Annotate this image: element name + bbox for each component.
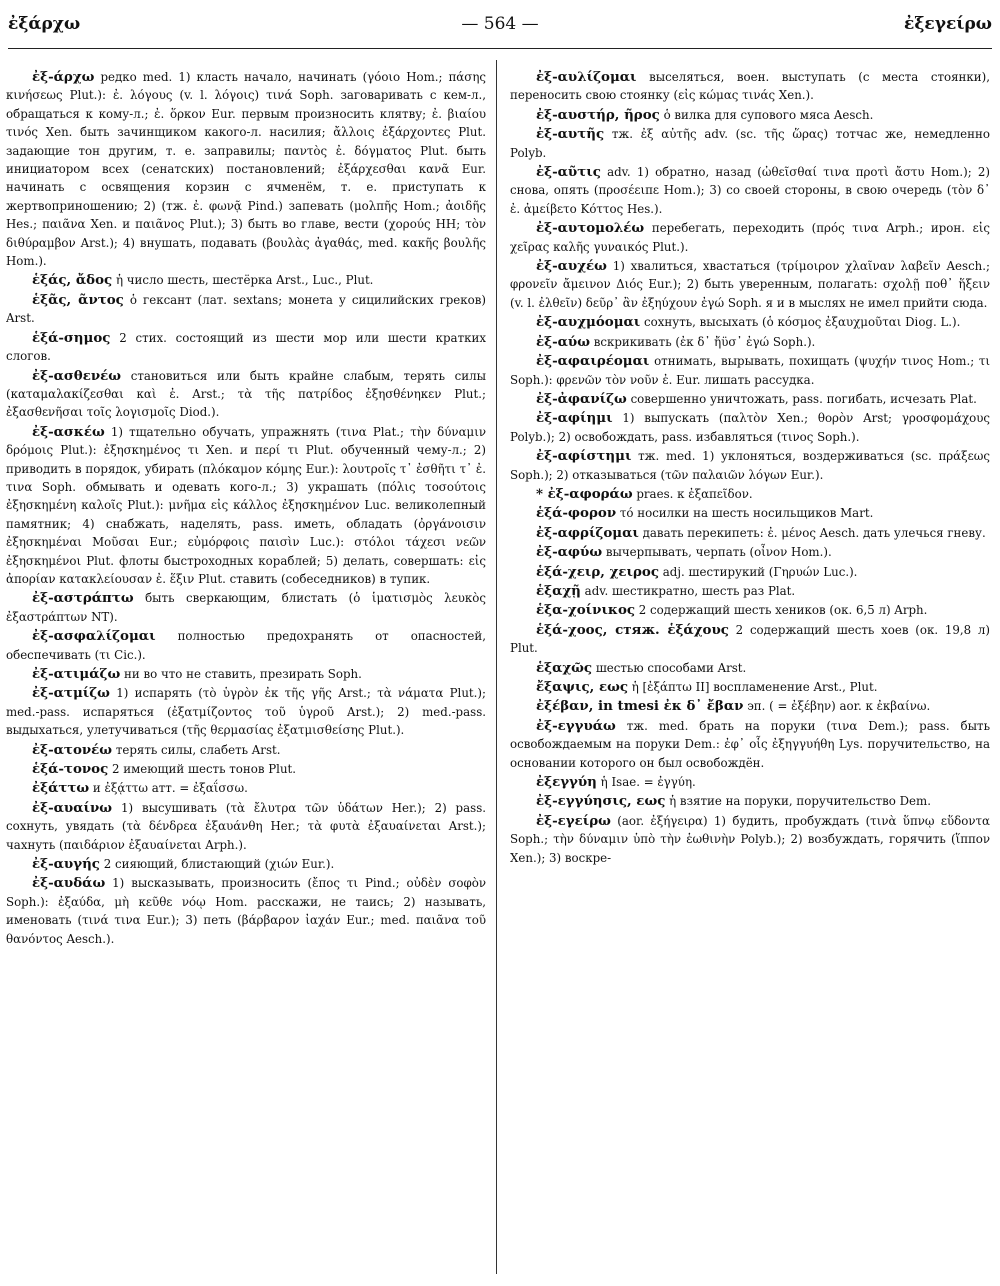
column-separator bbox=[496, 60, 497, 1274]
entry-definition: и ἐξᾴττω атт. = ἐξαΐσσω. bbox=[92, 781, 248, 796]
dictionary-entry bbox=[510, 219, 990, 256]
entry-headword: ἐξ-αφίημι bbox=[536, 410, 613, 427]
entry-headword: ἐξ-εγγυάω bbox=[536, 717, 616, 734]
entry-definition: ὁ вилка для супового мяса Aesch. bbox=[663, 107, 874, 122]
entry-headword: ἐξ-αφίστημι bbox=[536, 448, 632, 465]
dictionary-entry bbox=[6, 874, 486, 948]
entry-definition: совершенно уничтожать, pass. погибать, исчезать Plat. bbox=[630, 391, 977, 406]
dictionary-entry bbox=[510, 717, 990, 772]
entry-definition: редко med. 1) класть начало, начинать (γόοιο Hom.; πάσης κινήσεως Plut.): ἐ. λόγους (v. l. λόγοις) τινά Soph. заговаривать с кем-л., обращаться к кому-л.; ἐ. ὅρκον Eur. первым произносить клятву; ἐ. βιαίου τινός Xen. быть зачинщиком какого-л. насилия; ἄλλοις ἐξάρχοντες Plut. задающие тон другим, т. е. заправилы; παντὸς ἐ. δόγματος Plut. быть инициатором всех (сенатских) постановлений; ἐξάρχεσθαι κανᾶ Eur. начинать с освящения корзин с ячменём, т. е. приступать к жертвоприношению; 2) (тж. ἐ. φωνᾷ Pind.) запевать (μολπῆς Hom.; ἀοιδῆς Hes.; παιᾶνα Xen. и παιᾶνος Plut.); 3) быть во главе, вести (χορούς HH; τὸν διθύραμβον Arst.); 4) внушать, подавать (βουλὰς ἀγαθάς, med. κακῆς βουλῆς Hom.). bbox=[6, 70, 486, 269]
entry-headword: ἐξ-αστράπτω bbox=[32, 590, 134, 607]
dictionary-entry bbox=[6, 627, 486, 664]
entry-headword: ἐξ-ασκέω bbox=[32, 423, 105, 440]
entry-headword: ἐξ-εγείρω bbox=[536, 812, 611, 829]
entry-headword: ἑξά-τονος bbox=[32, 761, 109, 778]
entry-definition: adv. 1) обратно, назад (ὠθεῖσθαί τινα προτὶ ἄστυ Hom.); 2) снова, опять (προσέειπε Hom.); 3) со своей стороны, в свою очередь (τὸν δ᾽ ἐ. ἀμείβετο Κόττος Hes.). bbox=[510, 165, 990, 216]
entry-headword: ἐξ-αυγής bbox=[32, 856, 100, 873]
dictionary-entry bbox=[6, 329, 486, 366]
entry-headword: ἑξά-χοος, стяж. ἑξάχους bbox=[536, 621, 729, 638]
entry-definition: 1) высказывать, произносить (ἔπος τι Pind.; οὐδὲν σοφὸν Soph.): ἐξαύδα, μὴ κεῦθε νόῳ Hom. расскажи, не таись; 2) называть, именовать (τινά τινα Eur.); 3) петь (βάρβαρον ἰαχάν Eur.; med. παιᾶνα τοῦ θανόντος Aesch.). bbox=[6, 876, 486, 946]
entry-headword: ἑξαχῶς bbox=[536, 659, 593, 676]
dictionary-entry bbox=[510, 125, 990, 162]
entry-headword: ἐξ-αφρίζομαι bbox=[536, 524, 639, 541]
entry-definition: 2 имеющий шесть тонов Plut. bbox=[112, 762, 297, 777]
entry-headword: ἐξ-αυτομολέω bbox=[536, 220, 645, 237]
dictionary-entry bbox=[6, 760, 486, 778]
dictionary-entry bbox=[510, 485, 990, 503]
entry-definition: adv. шестикратно, шесть раз Plat. bbox=[584, 583, 796, 598]
dictionary-entry bbox=[510, 106, 990, 124]
entry-definition: быть сверкающим, блистать (ὁ ἱματισμὸς λευκὸς ἐξαστράπτων NT). bbox=[6, 591, 486, 624]
entry-definition: вычерпывать, черпать (οἶνον Hom.). bbox=[605, 545, 832, 560]
entry-headword: ἐξ-ατονέω bbox=[32, 741, 113, 758]
entry-headword: ἐξ-αυαίνω bbox=[32, 799, 113, 816]
entry-definition: ὁ гексант (лат. sextans; монета у сицилийских греков) Arst. bbox=[6, 292, 486, 326]
entry-headword: ἐξ-εγγύησις, εως bbox=[536, 793, 666, 810]
dictionary-entry bbox=[510, 163, 990, 218]
dictionary-entry bbox=[510, 697, 990, 715]
dictionary-entry bbox=[6, 271, 486, 289]
entry-headword: ἐξ-αυστήρ, ῆρος bbox=[536, 106, 660, 123]
entry-definition: 2 сияющий, блистающий (χιών Eur.). bbox=[103, 857, 335, 872]
dictionary-entry bbox=[510, 352, 990, 389]
dictionary-entry bbox=[510, 601, 990, 619]
dictionary-entry bbox=[510, 409, 990, 446]
entry-headword: ἐξ-αυλίζομαι bbox=[536, 69, 637, 85]
entry-definition: выселяться, воен. выступать (с места стоянки), переносить свою стоянку (εἰς κώμας τινάς Xen.). bbox=[510, 70, 990, 103]
entry-definition: перебегать, переходить (πρός τινα Arph.; ирон. εἰς χεῖρας καλῆς γυναικός Plut.). bbox=[510, 221, 990, 254]
entry-definition: 2 содержащий шесть хеников (ок. 6,5 л) Arph. bbox=[638, 603, 928, 618]
entry-headword: ἐξ-αφύω bbox=[536, 544, 603, 561]
dictionary-entry bbox=[510, 524, 990, 542]
dictionary-entry bbox=[510, 313, 990, 331]
dictionary-entry bbox=[510, 447, 990, 484]
running-head-left: ἐξάρχω bbox=[8, 14, 81, 34]
entry-definition: ἡ взятие на поруки, поручительство Dem. bbox=[669, 794, 931, 809]
dictionary-entry bbox=[510, 773, 990, 791]
entry-headword: ἐξ-αυδάω bbox=[32, 875, 106, 892]
entry-headword: ἑξά-σημος bbox=[32, 329, 111, 346]
entry-definition: вскрикивать (ἐκ δ᾽ ἤϋσ᾽ ἐγώ Soph.). bbox=[593, 334, 816, 349]
dictionary-entry bbox=[6, 367, 486, 422]
entry-headword: ἑξά-χειρ, χειρος bbox=[536, 563, 660, 580]
entry-headword: ἐξ-αυχέω bbox=[536, 258, 607, 275]
header-rule bbox=[8, 48, 992, 49]
entry-headword: ἑξά-φορον bbox=[536, 505, 617, 522]
dictionary-entry bbox=[510, 582, 990, 600]
entry-definition: 1) высушивать (τὰ ἔλυτρα τῶν ὑδάτων Her.); 2) pass. сохнуть, увядать (τὰ δένδρεα ἐξαυάνθη Her.; τὰ φυτὰ ἐξαυαίνεται Arst.); чахнуть (παιδάριον ἐξαυαίνεται Arph.). bbox=[6, 800, 486, 852]
entry-headword: ἐξ-αυχμόομαι bbox=[536, 314, 641, 331]
left-column bbox=[6, 68, 486, 1278]
entry-headword: ἐξ-ασφαλίζομαι bbox=[32, 628, 156, 645]
dictionary-entry bbox=[510, 68, 990, 105]
dictionary-entry bbox=[6, 665, 486, 683]
entry-headword: ἐξέβαν, in tmesi ἐκ δ᾽ ἔβαν bbox=[536, 698, 744, 715]
dictionary-entry bbox=[510, 257, 990, 312]
entry-headword: ἐξ-ασθενέω bbox=[32, 367, 122, 384]
dictionary-entry bbox=[6, 855, 486, 873]
entry-definition: (aor. ἐξήγειρα) 1) будить, пробуждать (τινὰ ὕπνῳ εὕδοντα Soph.; τὴν δύναμιν ὑπὸ τὴν ἑωθινὴν Polyb.); 2) возбуждать, горячить (ἵππον Xen.); 3) воскре- bbox=[510, 813, 990, 865]
running-head-right: ἐξεγείρω bbox=[903, 14, 992, 34]
dictionary-entry bbox=[510, 563, 990, 581]
dictionary-entry bbox=[510, 504, 990, 522]
entry-definition: тж. ἐξ αὐτῆς adv. (sc. τῆς ὥρας) тотчас же, немедленно Polyb. bbox=[510, 127, 990, 160]
entry-definition: сохнуть, высыхать (ὁ κόσμος ἐξαυχμοῦται Diog. L.). bbox=[644, 315, 961, 330]
entry-definition: давать перекипеть: ἐ. μένος Aesch. дать улечься гневу. bbox=[642, 525, 986, 540]
entry-headword: ἐξ-αῦτις bbox=[536, 164, 601, 181]
entry-definition: ἡ Isae. = ἐγγύη. bbox=[600, 775, 696, 790]
entry-definition: отнимать, вырывать, похищать (ψυχήν τινος Hom.; τι Soph.): φρενῶν τὸν νοῦν ἐ. Eur. лишать рассудка. bbox=[510, 354, 990, 387]
entry-headword: ἐξ-άρχω bbox=[32, 69, 95, 85]
dictionary-entry bbox=[510, 678, 990, 696]
entry-definition: становиться или быть крайне слабым, терять силы (καταμαλακίζεσθαι καὶ ἐ. Arst.; τὰ τῆς πατρίδος ἐξησθένηκεν Plut.; ἐξασθενῆσαι τοῖς λογισμοῖς Diod.). bbox=[6, 368, 486, 420]
dictionary-entry bbox=[6, 423, 486, 589]
dictionary-entry bbox=[510, 812, 990, 867]
page-number: — 564 — bbox=[461, 14, 539, 34]
entry-headword: ἐξ-ἀφανίζω bbox=[536, 390, 627, 407]
entry-headword: ἔξαψις, εως bbox=[536, 679, 628, 695]
entry-definition: 1) выпускать (παλτὸν Xen.; θορὸν Arst; γροσφομάχους Polyb.); 2) освобождать, pass. избавляться (τινος Soph.). bbox=[510, 411, 990, 444]
entry-definition: τό носилки на шесть носильщиков Mart. bbox=[619, 506, 874, 521]
entry-headword: ἐξεγγύη bbox=[536, 774, 597, 791]
dictionary-entry bbox=[6, 68, 486, 270]
dictionary-entry bbox=[510, 390, 990, 408]
entry-definition: ἡ число шесть, шестёрка Arst., Luc., Plut. bbox=[115, 273, 374, 288]
entry-definition: 1) хвалиться, хвастаться (τρίμοιρον χλαῖναν λαβεῖν Aesch.; φρονεῖν ἄμεινον Διός Eur.); 2) быть уверенным, полагать: σχολῇ ποθ᾽ ἥξειν (v. l. ἐλθεῖν) δεῦρ᾽ ἂν ἐξηύχουν ἐγώ Soph. я и в мыслях не имел прийти сюда. bbox=[510, 259, 990, 310]
dictionary-entry bbox=[6, 779, 486, 797]
entry-definition: 1) испарять (τὸ ὑγρὸν ἐκ τῆς γῆς Arst.; τὰ νάματα Plut.); med.-pass. испаряться (ἐξατμίζοντος τοῦ ὑγροῦ Arst.); 2) med.-pass. выдыхаться, улетучиваться (τῆς θερμασίας ἐξατμισθείσης Plut.). bbox=[6, 686, 486, 738]
dictionary-entry bbox=[510, 543, 990, 561]
entry-definition: 1) тщательно обучать, упражнять (τινα Plat.; τὴν δύναμιν δρόμοις Plut.): ἐξησκημένος τι Xen. и περί τι Plut. обученный чему-л.; 2) приводить в порядок, убирать (πλόκαμον κόμης Eur.): λουτροῖς τ᾽ ἐσθῆτι τ᾽ ἐ. τινα Soph. обмывать и одевать кого-л.; 3) украшать (πόλις τοσούτοις ἐξησκημένη καλοῖς Plut.): μνῆμα εἰς κάλλος ἐξησκημένον Luc. великолепный памятник; 4) снабжать, наделять, pass. иметь, обладать (ὀργάνοισιν ἐξησκημέναι Μοῦσαι Eur.; εὐμόρφοις παισὶν Luc.): στόλοι τάχεσι νεῶν ἐξησκημένοι Plut. флоты быстроходных кораблей; 5) делать, совершать: εἰς ἀπορίαν κατακλείουσαν ἐ. ἕξιν Plut. ставить (собеседников) в тупик. bbox=[6, 424, 486, 586]
entry-definition: ни во что не ставить, презирать Soph. bbox=[123, 667, 362, 681]
entry-definition: ἡ [ἐξάπτω II] воспламенение Arst., Plut. bbox=[631, 680, 878, 694]
dictionary-entry bbox=[510, 792, 990, 810]
entry-headword: ἐξ-αυτῆς bbox=[536, 126, 605, 143]
dictionary-entry bbox=[510, 659, 990, 677]
entry-headword: ἑξα-χοίνικος bbox=[536, 602, 636, 619]
page-header bbox=[8, 14, 992, 44]
entry-headword: ἑξᾶς, ᾶντος bbox=[32, 291, 124, 308]
entry-headword: ἑξάς, ἄδος bbox=[32, 272, 113, 289]
dictionary-entry bbox=[6, 291, 486, 328]
entry-headword: ἑξαχῇ bbox=[536, 582, 581, 599]
dictionary-entry bbox=[6, 589, 486, 626]
entry-definition: 2 стих. состоящий из шести мор или шести кратких слогов. bbox=[6, 330, 486, 364]
entry-definition: полностью предохранять от опасностей, обеспечивать (τι Cic.). bbox=[6, 629, 486, 662]
dictionary-entry bbox=[6, 799, 486, 854]
entry-definition: тж. med. 1) уклоняться, воздерживаться (sc. πράξεως Soph.); 2) отказываться (τῶν παλαιῶν λόγων Eur.). bbox=[510, 449, 990, 482]
entry-headword: ἐξάττω bbox=[32, 780, 90, 797]
right-column bbox=[510, 68, 990, 1278]
dictionary-entry bbox=[510, 621, 990, 658]
entry-headword: ἐξ-αύω bbox=[536, 333, 590, 350]
entry-definition: тж. med. брать на поруки (τινα Dem.); pass. быть освобождаемым на поруки Dem.: ἐφ᾽ οἷς ἐξηγγυήθη Lys. поручительство, на основании которого он был освобождён. bbox=[510, 718, 990, 770]
dictionary-entry bbox=[6, 684, 486, 739]
entry-headword: ἐξ-αφαιρέομαι bbox=[536, 353, 650, 370]
entry-headword: ἐξ-ατιμάζω bbox=[32, 666, 121, 682]
dictionary-entry bbox=[510, 333, 990, 351]
entry-definition: adj. шестирукий (Γηρυών Luc.). bbox=[662, 564, 858, 579]
entry-headword: * ἐξ-αφοράω bbox=[536, 485, 633, 502]
entry-definition: эп. ( = ἐξέβην) aor. к ἐκβαίνω. bbox=[747, 699, 931, 714]
entry-definition: praes. к ἐξαπεῖδον. bbox=[636, 486, 753, 501]
entry-definition: терять силы, слабеть Arst. bbox=[115, 742, 281, 757]
dictionary-entry bbox=[6, 741, 486, 759]
entry-definition: шестью способами Arst. bbox=[595, 660, 747, 675]
entry-definition: 2 содержащий шесть хоев (ок. 19,8 л) Plut. bbox=[510, 622, 990, 656]
entry-headword: ἐξ-ατμίζω bbox=[32, 685, 110, 702]
